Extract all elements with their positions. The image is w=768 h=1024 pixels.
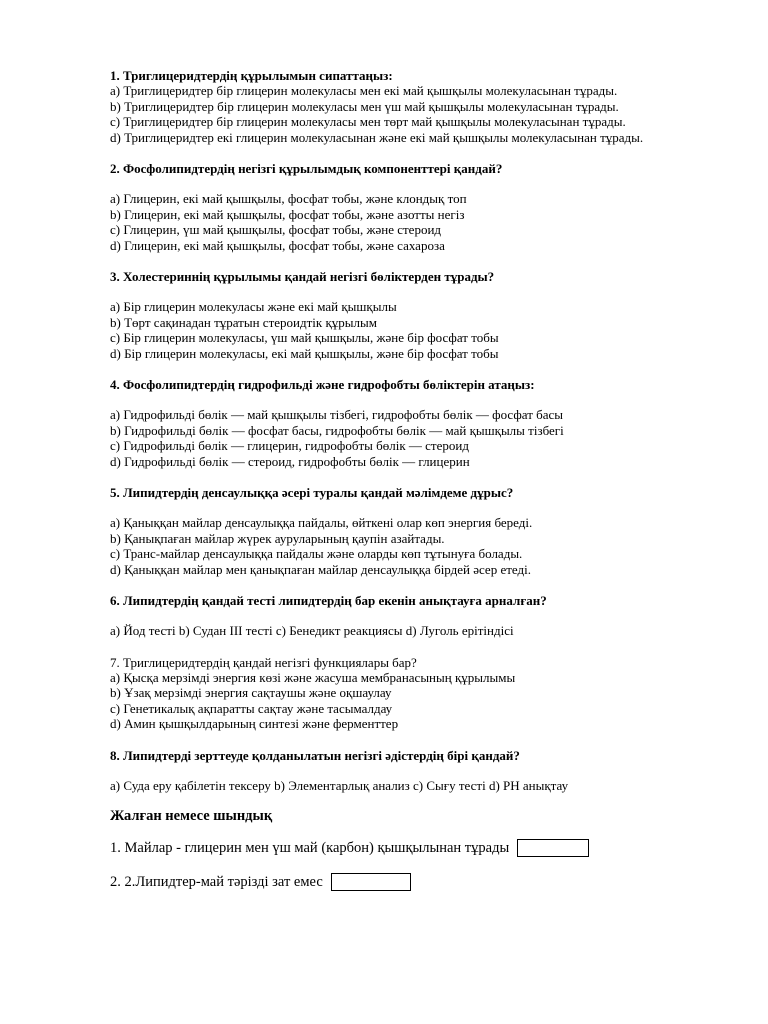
statement-text: 1. Майлар - глицерин мен үш май (карбон) қышқылынан тұрады xyxy=(110,840,510,856)
answer-option: d) Амин қышқылдарының синтезі және ферменттер xyxy=(110,716,399,731)
question-title: 8. Липидтерді зерттеуде қолданылатын негізгі әдістердің бірі қандай? xyxy=(110,747,520,763)
answer-option: c) Бір глицерин молекуласы, үш май қышқылы, және бір фосфат тобы xyxy=(110,330,499,345)
answer-option: a) Бір глицерин молекуласы және екі май қышқылы xyxy=(110,299,397,314)
answer-options xyxy=(110,670,730,732)
question-list xyxy=(110,68,730,793)
answer-options xyxy=(110,83,730,145)
question-title: 1. Триглицеридтердің құрылымын сипаттаңыз: xyxy=(110,68,393,83)
answer-option: d) Гидрофильді бөлік — стероид, гидрофобты бөлік — глицерин xyxy=(110,453,470,469)
answer-options xyxy=(110,191,730,253)
answer-option: d) Триглицеридтер екі глицерин молекуласынан және екі май қышқылы молекуласынан тұрады. xyxy=(110,129,644,145)
question-1 xyxy=(110,68,730,145)
question-8 xyxy=(110,748,730,794)
question-title: 4. Фосфолипидтердің гидрофильді және гидрофобты бөліктерін атаңыз: xyxy=(110,377,535,392)
question-title: 7. Триглицеридтердің қандай негізгі функциялары бар? xyxy=(110,654,417,670)
question-6 xyxy=(110,593,730,639)
answer-box[interactable] xyxy=(517,839,589,857)
true-false-item-1 xyxy=(110,839,730,857)
answer-option: d) Қаныққан майлар мен қанықпаған майлар денсаулыққа бірдей әсер етеді. xyxy=(110,561,531,577)
answer-option: а) Йод тесті b) Судан III тесті c) Бенедикт реакциясы d) Луголь ерітіндісі xyxy=(110,623,514,638)
question-title: 5. Липидтердің денсаулыққа әсері туралы қандай мәлімдеме дұрыс? xyxy=(110,485,514,500)
question-5 xyxy=(110,485,730,577)
answer-options xyxy=(110,515,730,577)
answer-option: d) Бір глицерин молекуласы, екі май қышқылы, және бір фосфат тобы xyxy=(110,345,499,361)
question-4 xyxy=(110,377,730,469)
answer-option: b) Гидрофильді бөлік — фосфат басы, гидрофобты бөлік — май қышқылы тізбегі xyxy=(110,422,564,438)
question-7 xyxy=(110,655,730,732)
section-heading: Жалған немесе шындық xyxy=(110,808,273,824)
answer-option: c) Глицерин, үш май қышқылы, фосфат тобы, және стероид xyxy=(110,222,442,237)
true-false-section xyxy=(110,807,730,891)
answer-option: a) Суда еру қабілетін тексеру b) Элементарлық анализ c) Сығу тесті d) PH анықтау xyxy=(110,777,569,793)
question-2 xyxy=(110,161,730,253)
question-title: 6. Липидтердің қандай тесті липидтердің бар екенін анықтауға арналған? xyxy=(110,593,547,608)
question-title: 3. Холестериннің құрылымы қандай негізгі бөліктерден тұрады? xyxy=(110,269,495,284)
answer-option: b) Қанықпаған майлар жүрек ауруларының қаупін азайтады. xyxy=(110,530,445,546)
answer-option: d) Глицерин, екі май қышқылы, фосфат тобы, және сахароза xyxy=(110,237,445,253)
answer-option: b) Глицерин, екі май қышқылы, фосфат тобы, және азотты негіз xyxy=(110,206,465,222)
answer-option: a) Гидрофильді бөлік — май қышқылы тізбегі, гидрофобты бөлік — фосфат басы xyxy=(110,407,564,422)
answer-option: a) Глицерин, екі май қышқылы, фосфат тобы, және клондық топ xyxy=(110,191,467,206)
answer-option: b) Триглицеридтер бір глицерин молекуласы мен үш май қышқылы молекуласынан тұрады. xyxy=(110,98,619,114)
answer-box[interactable] xyxy=(331,873,411,891)
question-title: 2. Фосфолипидтердің негізгі құрылымдық компоненттері қандай? xyxy=(110,161,503,176)
question-3 xyxy=(110,269,730,361)
document-page xyxy=(110,68,730,891)
answer-options xyxy=(110,407,730,469)
answer-option: c) Генетикалық ақпаратты сақтау және тасымалдау xyxy=(110,700,393,716)
answer-option: b) Ұзақ мерзімді энергия сақтаушы және оқшаулау xyxy=(110,685,392,700)
answer-option: c) Транс-майлар денсаулыққа пайдалы және оларды көп тұтынуға болады. xyxy=(110,546,523,561)
answer-options xyxy=(110,778,730,794)
answer-option: b) Төрт сақинадан тұратын стероидтік құрылым xyxy=(110,314,377,330)
answer-option: a) Триглицеридтер бір глицерин молекуласы мен екі май қышқылы молекуласынан тұрады. xyxy=(110,83,618,98)
answer-options xyxy=(110,299,730,361)
statement-text: 2. 2.Липидтер-май тәрізді зат емес xyxy=(110,874,323,890)
answer-option: a) Қаныққан майлар денсаулыққа пайдалы, өйткені олар көп энергия береді. xyxy=(110,515,533,530)
answer-option: c) Гидрофильді бөлік — глицерин, гидрофобты бөлік — стероид xyxy=(110,438,469,453)
true-false-item-2 xyxy=(110,873,730,891)
answer-options xyxy=(110,623,730,639)
answer-option: c) Триглицеридтер бір глицерин молекуласы мен төрт май қышқылы молекуласынан тұрады. xyxy=(110,114,626,129)
answer-option: a) Қысқа мерзімді энергия көзі және жасуша мембранасының құрылымы xyxy=(110,669,516,685)
